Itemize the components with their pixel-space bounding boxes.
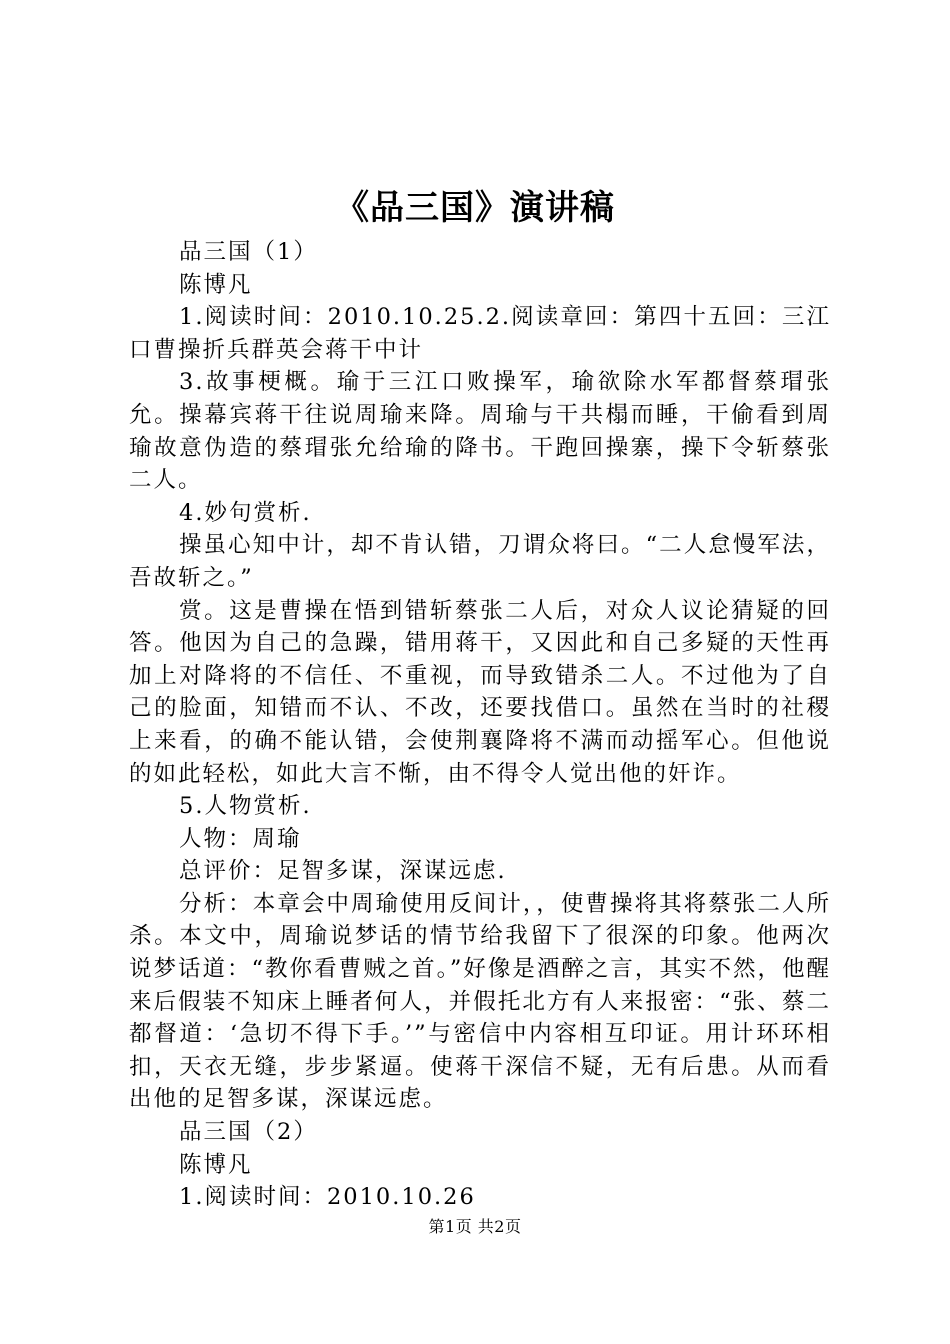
analysis-paragraph: 分析：本章会中周瑜使用反间计，，使曹操将其将蔡张二人所杀。本文中，周瑜说梦话的情节给我留下了很深的印象。他两次说梦话道：“教你看曹贼之首。”好像是酒醉之言，其实不然，他醒来后假装不知床上睡者何人，并假托北方有人来报密：“张、蔡二都督道：‘急切不得下手。’”与密信中内容相互印证。用计环环相扣，天衣无缝，步步紧逼。使蒋干深信不疑，无有后患。从而看出他的足智多谋，深谋远虑。 xyxy=(129,890,831,1113)
section-heading: 品三国（1） xyxy=(179,239,318,265)
section-heading: 品三国（2） xyxy=(179,1119,318,1146)
section-heading: 4.妙句赏析. xyxy=(179,499,312,526)
page-number-footer: 第1页 共2页 xyxy=(428,1217,522,1236)
reading-info-paragraph: 1.阅读时间：2010.10.25.2.阅读章回：第四十五回：三江口曹操折兵群英会蒋干中计 xyxy=(129,304,831,363)
quote-paragraph: 操虽心知中计，却不肯认错，刀谓众将曰。“二人怠慢军法，吾故斩之。” xyxy=(129,532,831,591)
document-title: 《品三国》演讲稿 xyxy=(335,188,615,228)
overall-evaluation-line: 总评价：足智多谋，深谋远虑. xyxy=(179,858,507,885)
story-summary-paragraph: 3.故事梗概。瑜于三江口败操军，瑜欲除水军都督蔡瑁张允。操幕宾蒋干往说周瑜来降。周瑜与干共榻而睡，干偷看到周瑜故意伪造的蔡瑁张允给瑜的降书。干跑回操寨，操下令斩蔡张二人。 xyxy=(129,369,831,494)
appreciation-paragraph: 赏。这是曹操在悟到错斩蔡张二人后，对众人议论猜疑的回答。他因为自己的急躁，错用蒋干，又因此和自己多疑的天性再加上对降将的不信任、不重视，而导致错杀二人。不过他为了自己的脸面，知错而不认、不改，还要找借口。虽然在当时的社稷上来看，的确不能认错，会使荆襄降将不满而动摇军心。但他说的如此轻松，如此大言不惭，由不得令人觉出他的奸诈。 xyxy=(129,597,831,787)
character-line: 人物：周瑜 xyxy=(179,825,302,852)
section-heading: 5.人物赏析. xyxy=(179,793,312,820)
document-body xyxy=(129,236,831,1214)
author-line: 陈博凡 xyxy=(179,271,253,298)
author-line: 陈博凡 xyxy=(179,1151,253,1178)
reading-info-paragraph: 1.阅读时间：2010.10.26 xyxy=(179,1184,476,1211)
